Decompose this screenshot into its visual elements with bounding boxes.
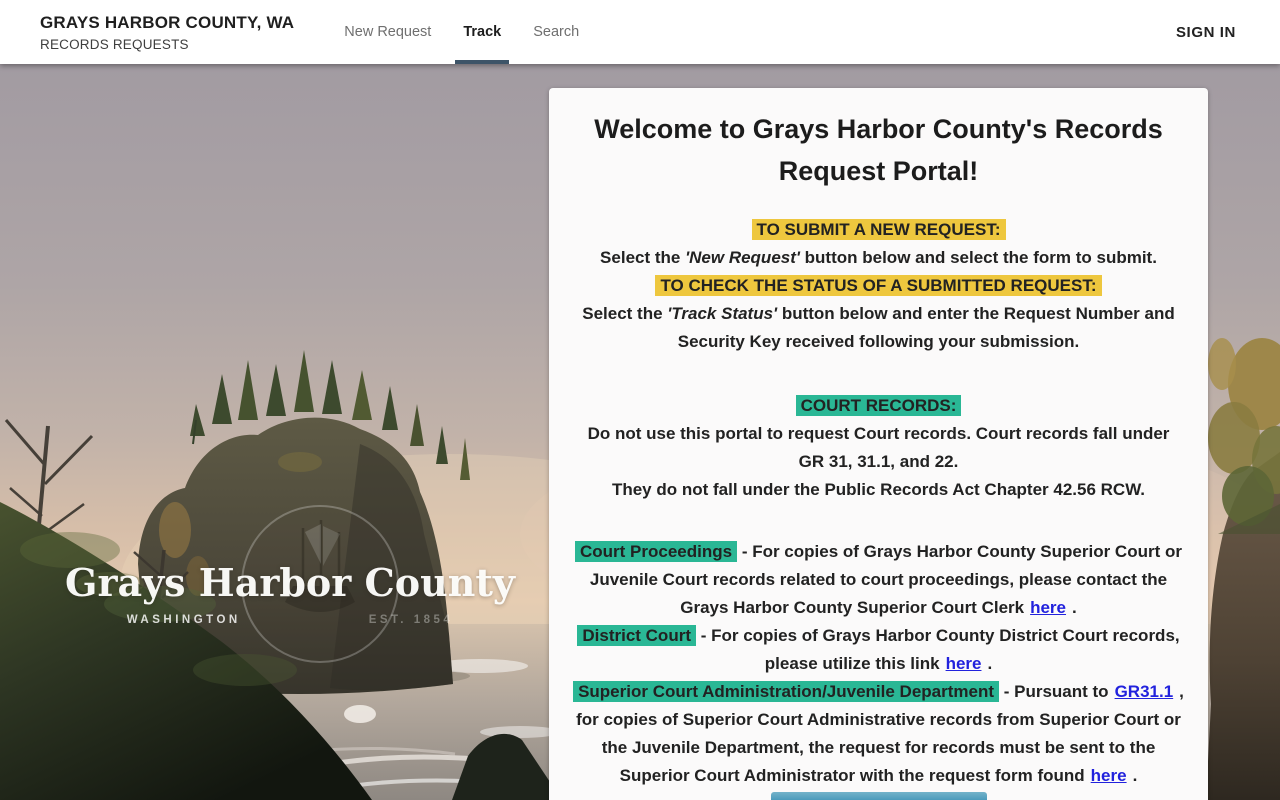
nav-item-new-request[interactable]: New Request	[344, 24, 432, 40]
court-proceedings-end: .	[1072, 598, 1077, 617]
primary-action-button[interactable]	[771, 792, 987, 800]
status-instruction-post: button below and enter the Request Number and Security Key received following your submission.	[677, 304, 1175, 351]
status-instruction-button-name: 'Track Status'	[667, 304, 778, 323]
submit-heading-highlight: TO SUBMIT A NEW REQUEST:	[752, 219, 1006, 240]
court-proceedings-text: - For copies of Grays Harbor County Superior Court or Juvenile Court records related to court proceedings, please contact the Grays Harbor County Superior Court Clerk	[589, 542, 1182, 617]
nav-item-track[interactable]: Track	[447, 0, 517, 64]
watermark-est-year: EST. 1854	[368, 614, 454, 626]
submit-heading-line	[573, 216, 1184, 244]
brand-block	[40, 13, 294, 52]
superior-admin-highlight: Superior Court Administration/Juvenile Department	[573, 681, 999, 702]
superior-court-clerk-link[interactable]: here	[1030, 598, 1067, 617]
submit-instruction-post: button below and select the form to submit.	[799, 248, 1157, 267]
court-records-heading-line	[573, 392, 1184, 420]
gr31-1-link[interactable]: GR31.1	[1114, 682, 1174, 701]
status-heading-highlight: TO CHECK THE STATUS OF A SUBMITTED REQUEST:	[655, 275, 1101, 296]
brand-subtitle: RECORDS REQUESTS	[40, 36, 189, 52]
nav-item-search[interactable]: Search	[533, 24, 580, 40]
welcome-card	[549, 88, 1208, 800]
brand-title: GRAYS HARBOR COUNTY, WA	[40, 12, 295, 32]
top-app-bar	[0, 0, 1280, 64]
superior-admin-pre: - Pursuant to	[999, 682, 1109, 701]
request-form-link[interactable]: here	[1090, 766, 1127, 785]
district-court-end: .	[987, 654, 993, 673]
main-nav	[328, 0, 595, 64]
submit-instruction-pre: Select the	[600, 248, 686, 267]
court-records-highlight: COURT RECORDS:	[796, 395, 962, 416]
court-records-line2: They do not fall under the Public Records Act Chapter 42.56 RCW.	[611, 480, 1146, 499]
status-heading-line	[573, 272, 1184, 300]
court-proceedings-paragraph	[573, 538, 1184, 622]
court-records-line1: Do not use this portal to request Court records. Court records fall under GR 31, 31.1, and 22.	[587, 424, 1170, 471]
status-instruction	[573, 300, 1184, 356]
district-court-text: - For copies of Grays Harbor County District Court records, please utilize this link	[695, 626, 1180, 673]
court-proceedings-highlight: Court Proceedings	[575, 541, 737, 562]
superior-admin-paragraph	[573, 678, 1184, 790]
watermark-state: WASHINGTON	[126, 614, 241, 626]
superior-admin-mid: , for copies of Superior Court Administrative records from Superior Court or the Juvenile Department, the request for records must be sent to the Superior Court Administrator with the request form found	[576, 682, 1184, 785]
watermark-title: Grays Harbor County	[65, 560, 515, 605]
sign-in-button[interactable]: SIGN IN	[1175, 23, 1236, 41]
district-court-link[interactable]: here	[945, 654, 982, 673]
submit-instruction	[573, 244, 1184, 272]
county-seal-emblem	[242, 506, 398, 662]
district-court-paragraph	[573, 622, 1184, 678]
status-instruction-pre: Select the	[582, 304, 668, 323]
submit-instruction-button-name: 'New Request'	[685, 248, 800, 267]
superior-admin-end: .	[1132, 766, 1138, 785]
district-court-highlight: District Court	[577, 625, 696, 646]
card-title: Welcome to Grays Harbor County's Records Request Portal!	[594, 114, 1163, 186]
